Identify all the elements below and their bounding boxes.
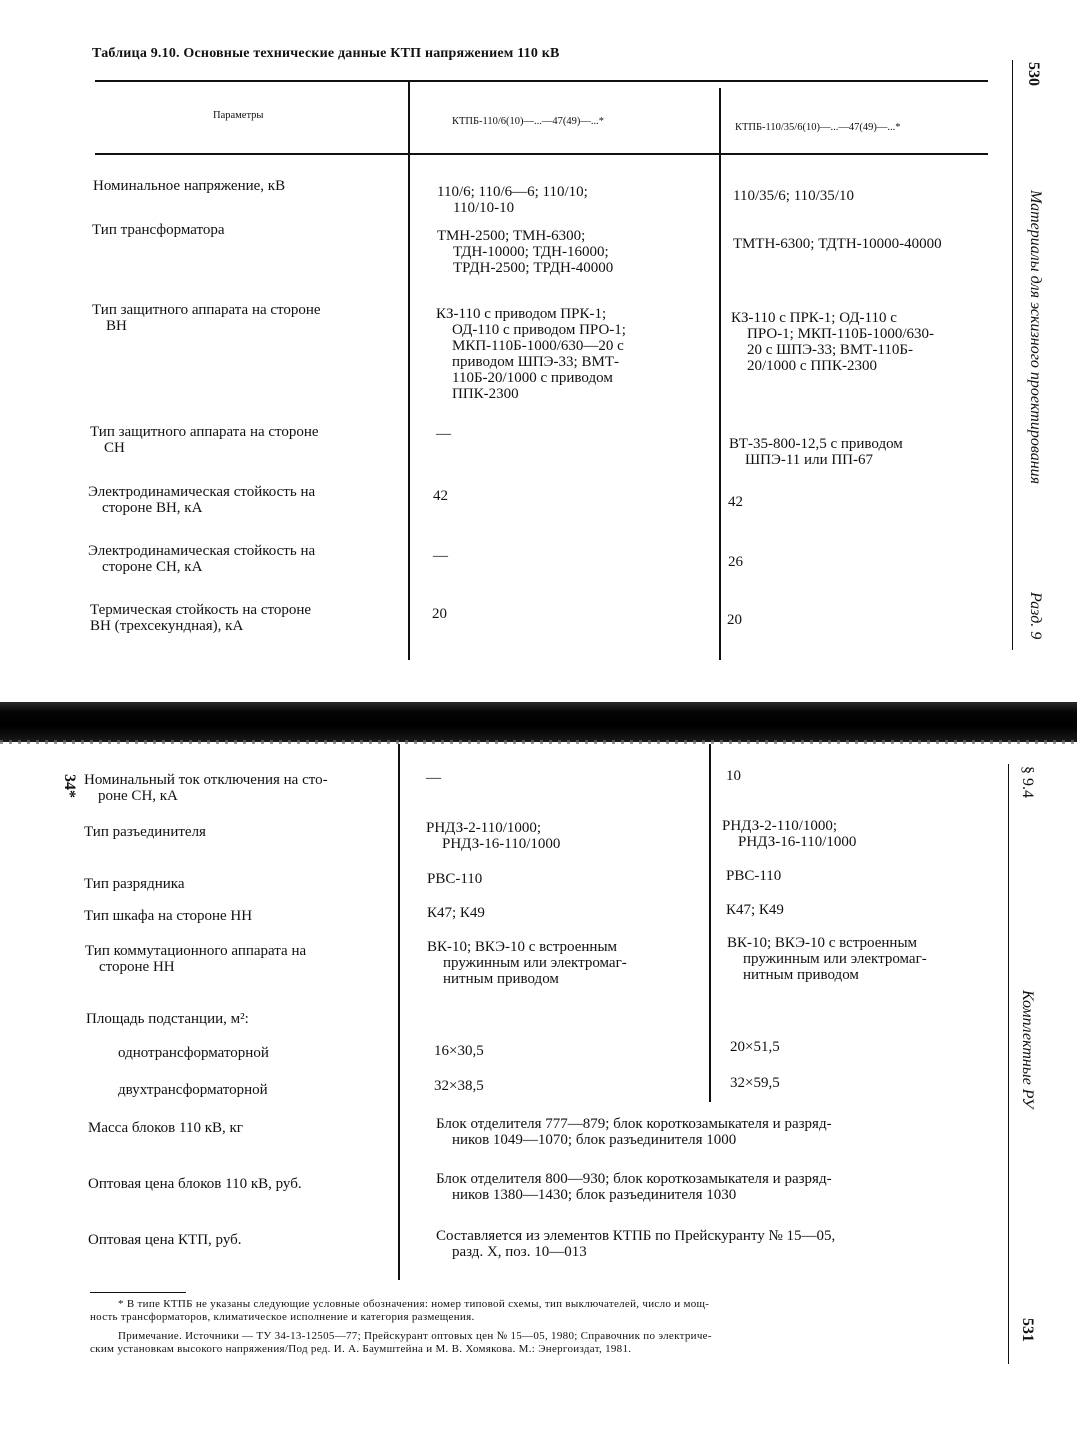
value-cell: РВС-110 (726, 868, 782, 884)
param-cell: Тип разрядника (84, 876, 185, 892)
value-cell: КЗ-110 с приводом ПРК-1; ОД-110 с приводом ПРО-1; МКП-110Б-1000/630—20 с приводом ШПЭ-33; ВМТ- 110Б-20/1000 с приводом ППК-2300 (436, 306, 626, 402)
value-cell: 32×38,5 (434, 1078, 484, 1094)
col-divider-2 (719, 88, 721, 660)
value-cell: — (436, 426, 451, 442)
value-cell: ТМН-2500; ТМН-6300; ТДН-10000; ТДН-16000; ТРДН-2500; ТРДН-40000 (437, 228, 614, 276)
value-cell: 26 (728, 554, 743, 570)
table-title: Таблица 9.10. Основные технические данные КТП напряжением 110 кВ (92, 46, 560, 61)
param-cell: Оптовая цена КТП, руб. (88, 1232, 242, 1248)
binding-shadow-edge (0, 740, 1077, 744)
param-cell: Тип коммутационного аппарата на стороне НН (85, 943, 307, 975)
param-cell: Электродинамическая стойкость на стороне ВН, кА (88, 484, 316, 516)
footnote: * В типе КТПБ не указаны следующие условные обозначения: номер типовой схемы, тип выключателей, число и мощ- ность трансформаторов, климатическое исполнение и категория размещения. (90, 1298, 710, 1323)
spanning-value: Блок отделителя 800—930; блок короткозамыкателя и разряд- ников 1380—1430; блок разъединителя 1030 (436, 1171, 832, 1203)
value-cell: ВК-10; ВКЭ-10 с встроенным пружинным или электромаг- нитным приводом (427, 939, 627, 987)
param-cell: Тип защитного аппарата на стороне СН (90, 424, 319, 456)
param-cell: Площадь подстанции, м²: (86, 1011, 249, 1027)
value-cell: 16×30,5 (434, 1043, 484, 1059)
param-cell: Оптовая цена блоков 110 кВ, руб. (88, 1176, 302, 1192)
value-cell: КЗ-110 с ПРК-1; ОД-110 с ПРО-1; МКП-110Б-1000/630- 20 с ШПЭ-33; ВМТ-110Б- 20/1000 с ППК-2300 (731, 310, 934, 374)
value-cell: 20 (432, 606, 447, 622)
param-cell: Тип разъединителя (84, 824, 206, 840)
value-cell: ТМТН-6300; ТДТН-10000-40000 (733, 236, 942, 252)
binding-shadow (0, 702, 1077, 742)
value-cell: 20 (727, 612, 742, 628)
value-cell: ВТ-35-800-12,5 с приводом ШПЭ-11 или ПП-67 (729, 436, 903, 468)
param-cell: Масса блоков 110 кВ, кг (88, 1120, 243, 1136)
running-head-lower: Комплектные РУ (1019, 990, 1036, 1109)
signature-mark: 34* (61, 774, 78, 798)
value-cell: РВС-110 (427, 871, 483, 887)
value-cell: 42 (433, 488, 448, 504)
value-cell: 110/6; 110/6—6; 110/10; 110/10-10 (437, 184, 588, 216)
value-cell: 20×51,5 (730, 1039, 780, 1055)
value-cell: — (426, 770, 441, 786)
col-divider-2-lower (709, 744, 711, 1102)
page-number-531: 531 (1019, 1318, 1036, 1342)
side-rule-upper (1012, 60, 1013, 650)
param-cell: однотрансформаторной (118, 1045, 269, 1061)
page-number-530: 530 (1025, 62, 1042, 86)
footnote-rule (90, 1292, 186, 1293)
value-cell: 110/35/6; 110/35/10 (733, 188, 854, 204)
param-cell: Термическая стойкость на стороне ВН (трехсекундная), кА (90, 602, 312, 634)
param-cell: Номинальный ток отключения на сто- роне СН, кА (84, 772, 328, 804)
col-divider-1 (408, 82, 410, 660)
value-cell: 42 (728, 494, 743, 510)
param-cell: двухтрансформаторной (118, 1082, 268, 1098)
section-label-upper: Разд. 9 (1027, 592, 1044, 640)
value-cell: 10 (726, 768, 741, 784)
param-cell: Номинальное напряжение, кВ (93, 178, 286, 194)
value-cell: К47; К49 (726, 902, 784, 918)
col-divider-1-lower (398, 744, 400, 1280)
param-cell: Тип защитного аппарата на стороне ВН (92, 302, 321, 334)
header-rule (95, 153, 988, 155)
param-cell: Тип трансформатора (92, 222, 225, 238)
value-cell: 32×59,5 (730, 1075, 780, 1091)
running-head-upper: Материалы для эскизного проектирования (1027, 190, 1044, 485)
side-rule-lower (1008, 764, 1009, 1364)
value-cell: — (433, 548, 448, 564)
param-cell: Электродинамическая стойкость на стороне СН, кА (88, 543, 316, 575)
section-label-lower: § 9.4 (1019, 766, 1036, 798)
table-top-rule (95, 80, 988, 82)
header-col1: КТПБ-110/6(10)—...—47(49)—...* (452, 116, 605, 127)
value-cell: ВК-10; ВКЭ-10 с встроенным пружинным или электромаг- нитным приводом (727, 935, 927, 983)
value-cell: РНДЗ-2-110/1000; РНДЗ-16-110/1000 (426, 820, 561, 852)
header-col2: КТПБ-110/35/6(10)—...—47(49)—...* (735, 122, 901, 133)
param-cell: Тип шкафа на стороне НН (84, 908, 253, 924)
value-cell: К47; К49 (427, 905, 485, 921)
spanning-value: Составляется из элементов КТПБ по Прейскуранту № 15—05, разд. X, поз. 10—013 (436, 1228, 836, 1260)
value-cell: РНДЗ-2-110/1000; РНДЗ-16-110/1000 (722, 818, 857, 850)
table-note: Примечание. Источники — ТУ 34-13-12505—77; Прейскурант оптовых цен № 15—05, 1980; Справочник по электриче- ским установкам высокого напряжения/Под ред. И. А. Баумштейна и М. В. Хомякова. М.: Энергоиздат, 1981. (90, 1330, 712, 1355)
header-params: Параметры (213, 110, 264, 121)
spanning-value: Блок отделителя 777—879; блок короткозамыкателя и разряд- ников 1049—1070; блок разъединителя 1000 (436, 1116, 832, 1148)
